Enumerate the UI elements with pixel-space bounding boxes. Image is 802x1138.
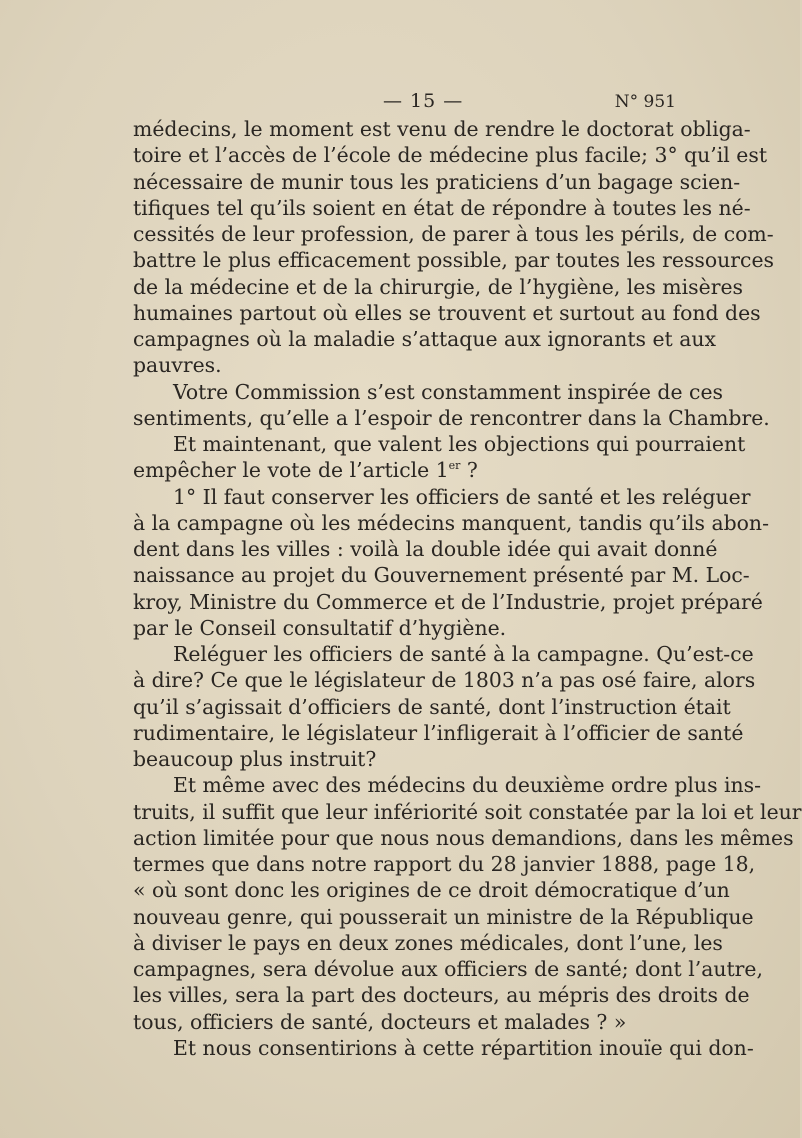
text-line: nécessaire de munir tous les praticiens d’un bagage scien-: [133, 169, 741, 194]
text-line: « où sont donc les origines de ce droit démocratique d’un: [133, 878, 730, 903]
document-number: N° 951: [614, 92, 676, 112]
text-line: toire et l’accès de l’école de médecine plus facile; 3° qu’il est: [133, 143, 768, 168]
text-line: truits, il suffit que leur infériorité soit constatée par la loi et leur: [133, 799, 802, 824]
text-line: les villes, sera la part des docteurs, au mépris des droits de: [133, 983, 750, 1008]
text-line: dent dans les villes : voilà la double idée qui avait donné: [133, 537, 718, 561]
text-line: qu’il s’agissait d’officiers de santé, dont l’instruction était: [133, 694, 731, 719]
text-line: de la médecine et de la chirurgie, de l’hygiène, les misères: [133, 274, 743, 299]
text-line: campagnes, sera dévolue aux officiers de santé; dont l’autre,: [133, 957, 763, 981]
text-line: empêcher le vote de l’article 1er ?: [133, 458, 478, 483]
page-number: — 15 —: [383, 90, 464, 112]
text-line: beaucoup plus instruit?: [133, 747, 377, 771]
text-line: tous, officiers de santé, docteurs et malades ? »: [133, 1009, 627, 1034]
text-line: battre le plus efficacement possible, par toutes les ressources: [133, 248, 774, 273]
text-line: Et même avec des médecins du deuxième ordre plus ins-: [173, 773, 762, 798]
text-line: humaines partout où elles se trouvent et surtout au fond des: [133, 300, 761, 325]
text-line: action limitée pour que nous nous demandions, dans les mêmes: [133, 825, 794, 850]
text-line: Votre Commission s’est constamment inspirée de ces: [173, 379, 723, 404]
text-line: rudimentaire, le législateur l’infligerait à l’officier de santé: [133, 720, 744, 745]
text-line: cessités de leur profession, de parer à tous les périls, de com-: [133, 222, 774, 246]
text-line: naissance au projet du Gouvernement présenté par M. Loc-: [133, 563, 750, 588]
text-line: 1° Il faut conserver les officiers de santé et les reléguer: [173, 484, 751, 509]
text-line: termes que dans notre rapport du 28 janvier 1888, page 18,: [133, 852, 756, 876]
text-line: Et nous consentirions à cette répartition inouïe qui don-: [173, 1035, 754, 1060]
text-line: nouveau genre, qui pousserait un ministre de la République: [133, 904, 754, 929]
text-line: campagnes où la maladie s’attaque aux ignorants et aux: [133, 327, 717, 351]
text-line: sentiments, qu’elle a l’espoir de rencontrer dans la Chambre.: [133, 405, 770, 430]
text-line: à diviser le pays en deux zones médicales, dont l’une, les: [133, 930, 723, 955]
text-line: médecins, le moment est venu de rendre le doctorat obliga-: [133, 117, 751, 141]
text-line: à la campagne où les médecins manquent, tandis qu’ils abon-: [133, 510, 769, 535]
text-line: à dire? Ce que le législateur de 1803 n’a pas osé faire, alors: [133, 668, 756, 693]
text-line: Reléguer les officiers de santé à la campagne. Qu’est-ce: [173, 642, 754, 666]
page-header: [133, 90, 698, 116]
text-line: tifiques tel qu’ils soient en état de répondre à toutes les né-: [133, 195, 751, 220]
body-text: [133, 116, 802, 1061]
text-line: pauvres.: [133, 353, 222, 378]
text-line: Et maintenant, que valent les objections qui pourraient: [173, 432, 746, 456]
text-line: kroy, Ministre du Commerce et de l’Industrie, projet préparé: [133, 589, 763, 614]
text-line: par le Conseil consultatif d’hygiène.: [133, 615, 507, 640]
